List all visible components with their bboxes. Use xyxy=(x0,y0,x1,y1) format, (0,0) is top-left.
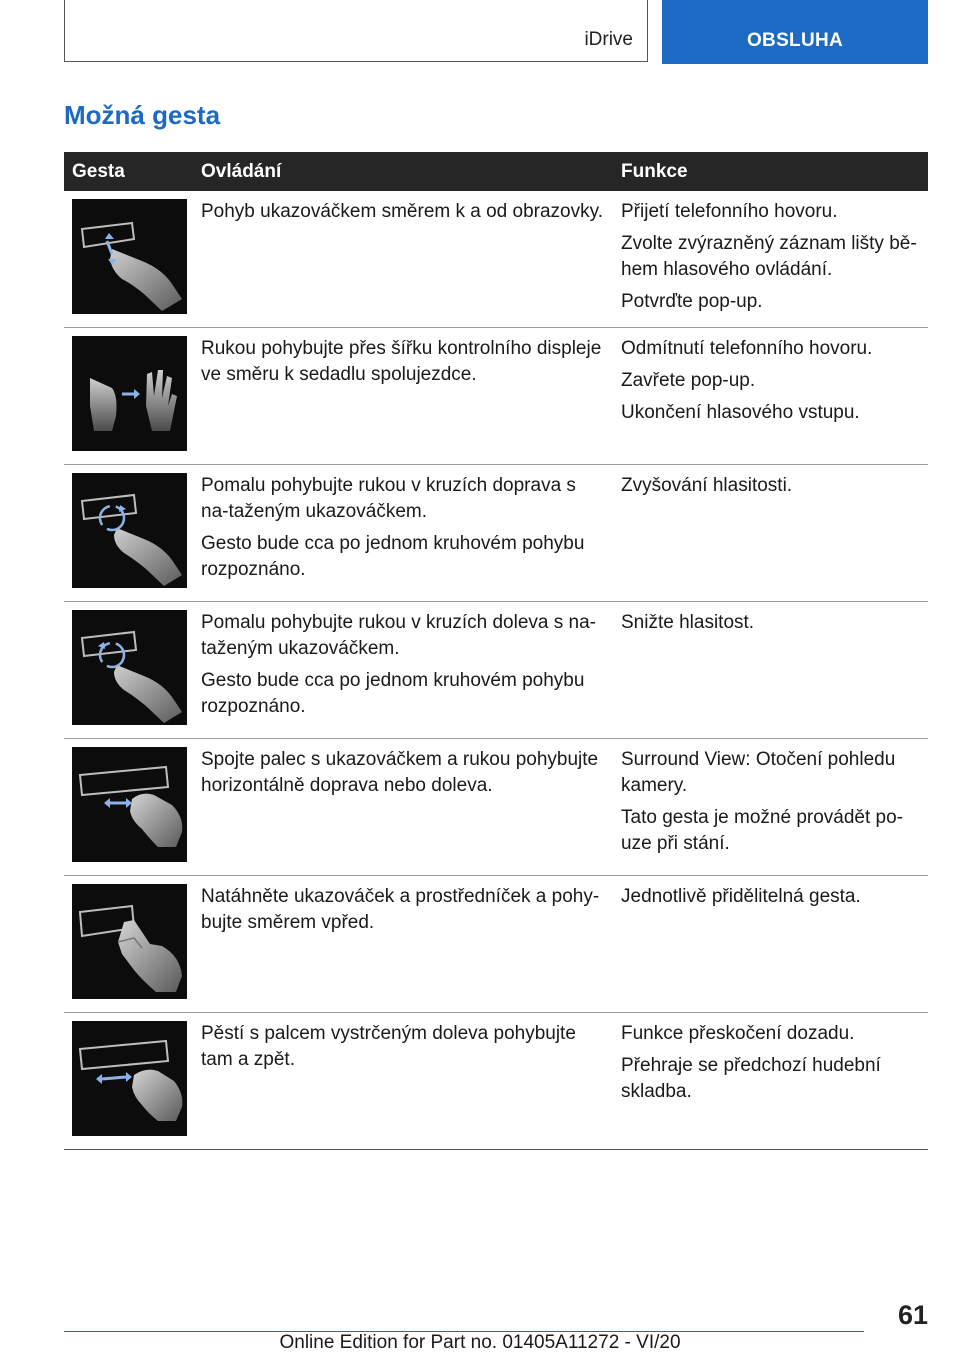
function-text: Ukončení hlasového vstupu. xyxy=(621,402,860,423)
two-finger-point-gesture-icon xyxy=(72,884,187,999)
table-header-row xyxy=(64,152,928,191)
swipe-hand-gesture-icon xyxy=(72,336,187,451)
control-text: Pomalu pohybujte rukou v kruzích doprava s na-taženým ukazováčkem. xyxy=(201,475,576,522)
chapter-tab-label: OBSLUHA xyxy=(746,30,844,51)
control-text: Spojte palec s ukazováčkem a rukou pohybujte horizontálně doprava nebo doleva. xyxy=(201,749,599,796)
page-number: 61 xyxy=(897,1300,928,1330)
function-text: Přijetí telefonního hovoru. xyxy=(621,201,838,222)
function-text: Potvrďte pop-up. xyxy=(621,291,763,312)
column-header-function: Funkce xyxy=(613,152,928,191)
control-text: Natáhněte ukazováček a prostředníček a pohy-bujte směrem vpřed. xyxy=(201,886,600,933)
table-row xyxy=(64,876,928,1013)
page-header xyxy=(64,0,928,64)
function-text: Odmítnutí telefonního hovoru. xyxy=(621,338,873,359)
page-title: Možná gesta xyxy=(64,100,221,130)
control-text: Gesto bude cca po jednom kruhovém pohybu rozpoznáno. xyxy=(201,533,585,580)
fist-thumb-swipe-gesture-icon xyxy=(72,1021,187,1136)
chapter-tab xyxy=(662,0,928,64)
function-text: Jednotlivě přidělitelná gesta. xyxy=(621,886,861,907)
pinch-swipe-gesture-icon xyxy=(72,747,187,862)
table-row xyxy=(64,1013,928,1150)
function-text: Zvyšování hlasitosti. xyxy=(621,475,793,496)
function-text: Přehraje se předchozí hudební skladba. xyxy=(621,1055,881,1102)
table-row xyxy=(64,465,928,602)
control-text: Gesto bude cca po jednom kruhovém pohybu rozpoznáno. xyxy=(201,670,585,717)
function-text: Funkce přeskočení dozadu. xyxy=(621,1023,855,1044)
column-header-control: Ovládání xyxy=(193,152,613,191)
control-text: Pomalu pohybujte rukou v kruzích doleva s na-taženým ukazováčkem. xyxy=(201,612,596,659)
table-row xyxy=(64,602,928,739)
table-row xyxy=(64,328,928,465)
gestures-table xyxy=(64,152,928,1150)
function-text: Zvolte zvýrazněný záznam lišty bě-hem hlasového ovládání. xyxy=(621,233,917,280)
control-text: Pěstí s palcem vystrčeným doleva pohybujte tam a zpět. xyxy=(201,1023,576,1070)
rotate-clockwise-gesture-icon xyxy=(72,473,187,588)
function-text: Tato gesta je možné provádět po-uze při stání. xyxy=(621,807,904,854)
table-row xyxy=(64,191,928,328)
point-forward-back-gesture-icon xyxy=(72,199,187,314)
control-text: Pohyb ukazováčkem směrem k a od obrazovky. xyxy=(201,201,603,222)
table-row xyxy=(64,739,928,876)
column-header-gesture: Gesta xyxy=(64,152,193,191)
control-text: Rukou pohybujte přes šířku kontrolního displeje ve směru k sedadlu spolujezdce. xyxy=(201,338,602,385)
section-tab xyxy=(64,0,648,62)
function-text: Surround View: Otočení pohledu kamery. xyxy=(621,749,896,796)
section-tab-label: iDrive xyxy=(584,29,633,50)
function-text: Snižte hlasitost. xyxy=(621,612,755,633)
rotate-counterclockwise-gesture-icon xyxy=(72,610,187,725)
footer-edition-text: Online Edition for Part no. 01405A11272 - VI/20 xyxy=(279,1332,681,1353)
function-text: Zavřete pop-up. xyxy=(621,370,756,391)
